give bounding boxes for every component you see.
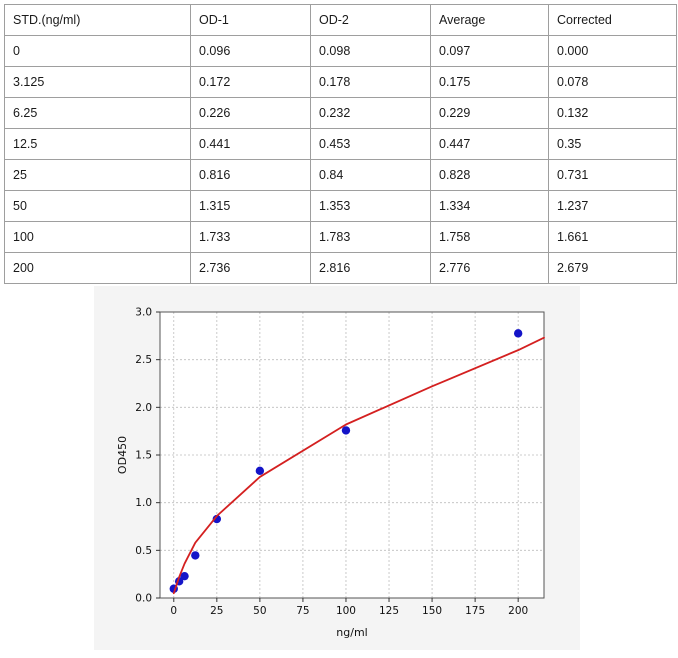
x-tick-label: 50: [253, 605, 267, 617]
standard-curve-chart-panel: [94, 286, 580, 650]
x-tick-label: 100: [335, 605, 356, 617]
data-point-marker: [342, 426, 350, 434]
table-cell: 2.816: [311, 253, 431, 284]
table-cell: 1.353: [311, 191, 431, 222]
data-point-marker: [514, 329, 522, 337]
table-row: [5, 36, 677, 67]
table-row: [5, 191, 677, 222]
table-cell: 0.078: [549, 67, 677, 98]
table-cell: 12.5: [5, 129, 191, 160]
table-row: [5, 129, 677, 160]
table-cell: 0.096: [191, 36, 311, 67]
table-cell: 25: [5, 160, 191, 191]
data-point-marker: [191, 551, 199, 559]
table-cell: 1.758: [431, 222, 549, 253]
data-point-marker: [256, 467, 264, 475]
column-header: OD-2: [311, 5, 431, 36]
table-cell: 0: [5, 36, 191, 67]
y-tick-label: 1.0: [135, 497, 152, 510]
table-cell: 1.733: [191, 222, 311, 253]
table-cell: 2.679: [549, 253, 677, 284]
y-tick-label: 1.5: [135, 449, 152, 462]
x-axis-label: ng/ml: [336, 626, 368, 639]
table-cell: 0.731: [549, 160, 677, 191]
table-row: [5, 67, 677, 98]
table-cell: 1.334: [431, 191, 549, 222]
y-tick-label: 2.0: [135, 401, 152, 414]
table-cell: 0.175: [431, 67, 549, 98]
table-cell: 0.000: [549, 36, 677, 67]
table-cell: 0.132: [549, 98, 677, 129]
table-cell: 3.125: [5, 67, 191, 98]
table-cell: 200: [5, 253, 191, 284]
table-cell: 0.178: [311, 67, 431, 98]
table-cell: 2.736: [191, 253, 311, 284]
table-cell: 1.237: [549, 191, 677, 222]
table-cell: 1.783: [311, 222, 431, 253]
y-tick-label: 3.0: [135, 306, 152, 319]
table-cell: 1.661: [549, 222, 677, 253]
standard-curve-chart: [94, 286, 580, 650]
x-tick-label: 200: [508, 605, 529, 617]
table-cell: 0.35: [549, 129, 677, 160]
x-tick-label: 25: [210, 605, 224, 617]
table-header-row: [5, 5, 677, 36]
table-cell: 0.226: [191, 98, 311, 129]
x-tick-label: 75: [296, 605, 310, 617]
y-axis-label: OD450: [116, 435, 129, 475]
table-cell: 0.453: [311, 129, 431, 160]
table-cell: 0.229: [431, 98, 549, 129]
table-cell: 0.098: [311, 36, 431, 67]
table-cell: 50: [5, 191, 191, 222]
table-cell: 0.232: [311, 98, 431, 129]
x-tick-label: 150: [422, 605, 443, 617]
table-cell: 0.816: [191, 160, 311, 191]
table-cell: 2.776: [431, 253, 549, 284]
table-cell: 1.315: [191, 191, 311, 222]
column-header: Average: [431, 5, 549, 36]
table-cell: 6.25: [5, 98, 191, 129]
screenshot-root: [0, 4, 678, 658]
table-cell: 0.447: [431, 129, 549, 160]
table-cell: 100: [5, 222, 191, 253]
table-row: [5, 98, 677, 129]
table-cell: 0.441: [191, 129, 311, 160]
y-tick-label: 0.0: [135, 592, 152, 605]
table-cell: 0.172: [191, 67, 311, 98]
table-cell: 0.097: [431, 36, 549, 67]
x-tick-label: 125: [378, 605, 400, 617]
y-tick-label: 2.5: [135, 354, 152, 367]
table-cell: 0.84: [311, 160, 431, 191]
column-header: OD-1: [191, 5, 311, 36]
standard-curve-table: [4, 4, 677, 284]
x-tick-label: 0: [170, 605, 178, 617]
table-row: [5, 160, 677, 191]
table-cell: 0.828: [431, 160, 549, 191]
column-header: Corrected: [549, 5, 677, 36]
column-header: STD.(ng/ml): [5, 5, 191, 36]
y-tick-label: 0.5: [135, 544, 152, 557]
table-row: [5, 253, 677, 284]
x-tick-label: 175: [465, 605, 486, 617]
table-row: [5, 222, 677, 253]
